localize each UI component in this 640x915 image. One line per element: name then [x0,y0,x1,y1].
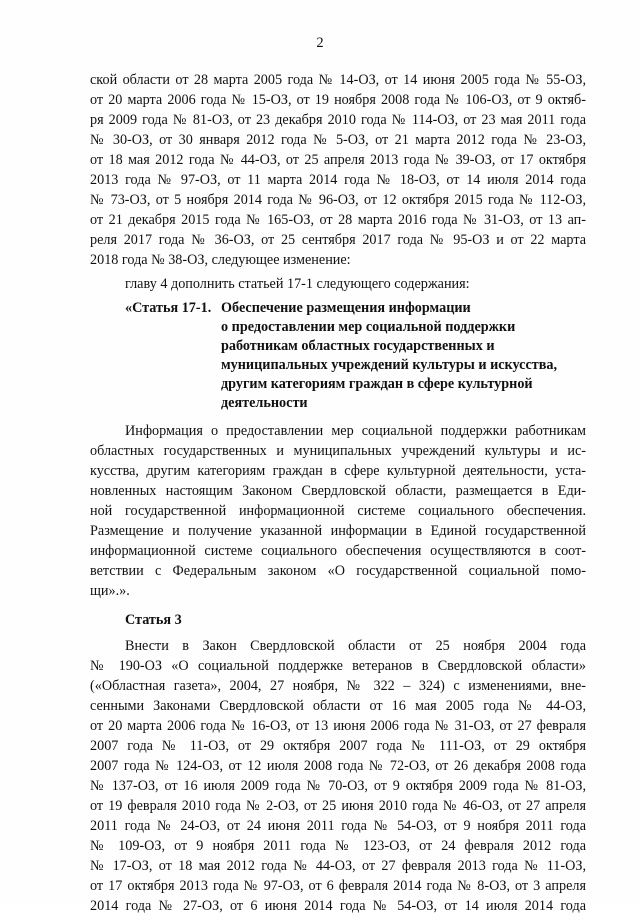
article-17-1-title-line: другим категориям граждан в сфере культурной [221,376,533,392]
intro-line: от 20 марта 2006 года № 15-ОЗ, от 19 ноября 2008 года № 106-ОЗ, от 9 октяб- [90,92,586,108]
article-3-body-line: от 17 октября 2013 года № 97-ОЗ, от 6 февраля 2014 года № 8-ОЗ, от 3 апреля [90,878,586,894]
article-3-body-line: № 190-ОЗ «О социальной поддержке ветеранов в Свердловской области» [90,658,586,674]
article-17-1-title-line: муниципальных учреждений культуры и искусства, [221,357,558,373]
article-17-1-body-line: областных государственных и муниципальных учреждений культуры и ис- [90,443,586,459]
article-3-body-line: № 109-ОЗ, от 9 ноября 2011 года № 123-ОЗ, от 24 февраля 2012 года [90,838,586,854]
intro-line: № 73-ОЗ, от 5 ноября 2014 года № 96-ОЗ, от 12 октября 2015 года № 112-ОЗ, [90,192,586,208]
intro-line: реля 2017 года № 36-ОЗ, от 25 сентября 2017 года № 95-ОЗ и от 22 марта [90,232,586,248]
article-3-heading: Статья 3 [125,612,182,628]
article-3-body-line: от 19 февраля 2010 года № 2-ОЗ, от 25 июня 2010 года № 46-ОЗ, от 27 апреля [90,798,586,814]
amendment-instruction: главу 4 дополнить статьей 17-1 следующего содержания: [125,276,470,292]
article-17-1-title-line: работникам областных государственных и [221,338,495,354]
article-3-body-line: сенными Законами Свердловской области от 16 мая 2005 года № 44-ОЗ, [90,698,586,714]
article-17-1-title-line: о предоставлении мер социальной поддержки [221,319,516,335]
article-17-1-body-line: ной государственной информационной системе социального обеспечения. [90,503,586,519]
article-17-1-body-line: информационной системе социального обеспечения осуществляются в соот- [90,543,586,559]
intro-line: от 21 декабря 2015 года № 165-ОЗ, от 28 марта 2016 года № 31-ОЗ, от 13 ап- [90,212,586,228]
article-3-body-line: 2011 года № 24-ОЗ, от 24 июня 2011 года № 54-ОЗ, от 9 ноября 2011 года [90,818,586,834]
article-3-body-line: («Областная газета», 2004, 27 ноября, № 322 – 324) с изменениями, вне- [90,678,586,694]
article-17-1-number: «Статья 17-1. [125,300,212,316]
intro-line: № 30-ОЗ, от 30 января 2012 года № 5-ОЗ, от 21 марта 2012 года № 23-ОЗ, [90,132,586,148]
article-17-1-body-line: Размещение и получение указанной информации в Единой государственной [90,523,586,539]
article-17-1-body-line: Информация о предоставлении мер социальной поддержки работникам [125,423,586,439]
intro-line: ской области от 28 марта 2005 года № 14-ОЗ, от 14 июня 2005 года № 55-ОЗ, [90,72,586,88]
article-3-body-line: № 17-ОЗ, от 18 мая 2012 года № 44-ОЗ, от 27 февраля 2013 года № 11-ОЗ, [90,858,586,874]
article-3-body-line: 2007 года № 11-ОЗ, от 29 октября 2007 года № 111-ОЗ, от 29 октября [90,738,586,754]
article-3-body-line: 2007 года № 124-ОЗ, от 12 июля 2008 года № 72-ОЗ, от 26 декабря 2008 года [90,758,586,774]
article-17-1-title-line: Обеспечение размещения информации [221,300,471,316]
intro-line: 2018 года № 38-ОЗ, следующее изменение: [90,252,351,268]
article-17-1-body-line: ветствии с Федеральным законом «О государственной социальной помо- [90,563,586,579]
article-17-1-body-line: новленных настоящим Законом Свердловской области, размещается в Еди- [90,483,586,499]
article-17-1-title-line: деятельности [221,395,308,411]
article-17-1-body-line: щи».». [90,583,130,599]
article-3-body-line: № 137-ОЗ, от 16 июля 2009 года № 70-ОЗ, от 9 октября 2009 года № 81-ОЗ, [90,778,586,794]
article-3-body-line: 2014 года № 27-ОЗ, от 6 июня 2014 года № 54-ОЗ, от 14 июля 2014 года [90,898,586,914]
intro-line: ря 2009 года № 81-ОЗ, от 23 декабря 2010 года № 114-ОЗ, от 23 мая 2011 года [90,112,586,128]
article-3-body-line: Внести в Закон Свердловской области от 25 ноября 2004 года [125,638,586,654]
intro-line: от 18 мая 2012 года № 44-ОЗ, от 25 апреля 2013 года № 39-ОЗ, от 17 октября [90,152,586,168]
article-17-1-body-line: кусства, другим категориям граждан в сфере культурной деятельности, уста- [90,463,586,479]
page-number: 2 [316,35,324,51]
article-3-body-line: от 20 марта 2006 года № 16-ОЗ, от 13 июня 2006 года № 31-ОЗ, от 27 февраля [90,718,586,734]
intro-line: 2013 года № 97-ОЗ, от 11 марта 2014 года № 18-ОЗ, от 14 июля 2014 года [90,172,586,188]
